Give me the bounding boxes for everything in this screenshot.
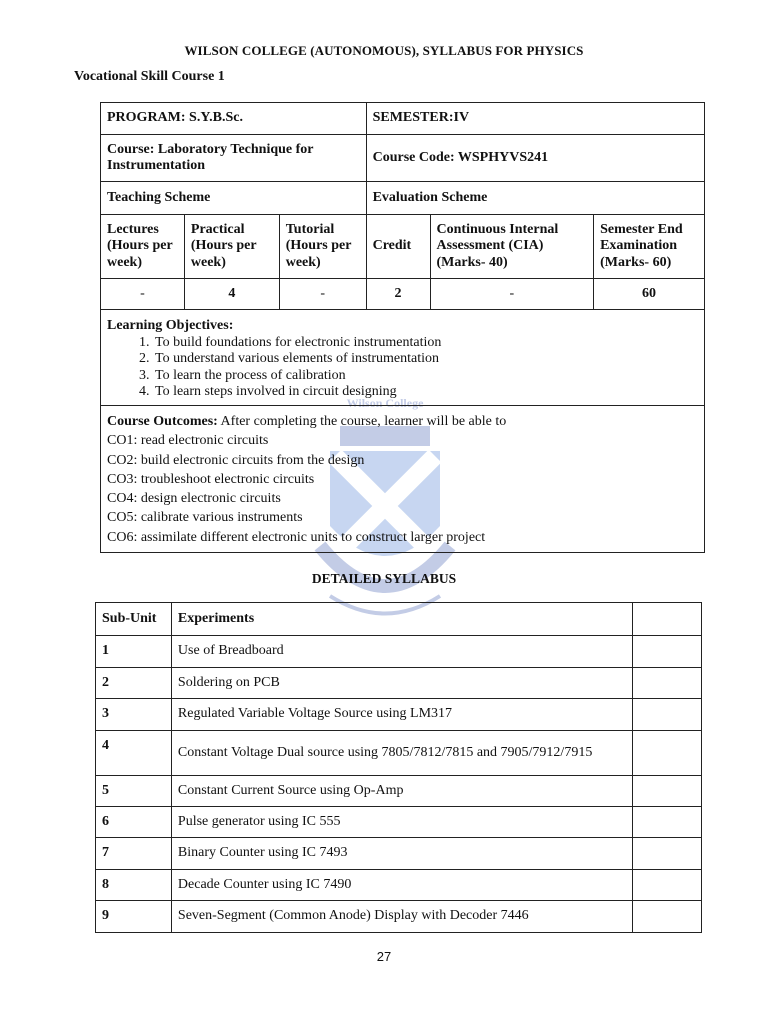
- cia-value: -: [430, 279, 594, 310]
- credit-header: Credit: [366, 215, 430, 279]
- course-outcomes-intro-line: [107, 412, 698, 431]
- watermark-text: Wilson College: [346, 396, 424, 410]
- experiment-cell: Regulated Variable Voltage Source using LM317: [171, 699, 632, 731]
- detailed-syllabus-heading: DETAILED SYLLABUS: [311, 571, 457, 586]
- subunit-cell: 1: [96, 636, 172, 668]
- subunit-cell: 4: [96, 731, 172, 776]
- subunit-header: Sub-Unit: [96, 603, 172, 636]
- subunit-cell: 7: [96, 838, 172, 870]
- learning-objectives-list: [107, 335, 698, 401]
- outcome-item: CO2: build electronic circuits from the design: [107, 452, 365, 468]
- objective-item: 3. To learn the process of calibration: [153, 368, 698, 385]
- course-title-cell: Course: Laboratory Technique for Instrumentation: [101, 135, 367, 182]
- experiment-cell: Soldering on PCB: [171, 668, 632, 699]
- subunit-cell: 9: [96, 901, 172, 933]
- cia-header: Continuous Internal Assessment (CIA) (Marks- 40): [430, 215, 594, 279]
- program-cell: PROGRAM: S.Y.B.Sc.: [101, 103, 367, 135]
- see-header: Semester End Examination (Marks- 60): [594, 215, 705, 279]
- subunit-cell: 5: [96, 776, 172, 807]
- page-header: WILSON COLLEGE (AUTONOMOUS), SYLLABUS FOR PHYSICS: [184, 43, 584, 58]
- outcome-item: CO6: assimilate different electronic units to construct larger project: [107, 529, 486, 545]
- subunit-cell: 2: [96, 668, 172, 699]
- outcome-item: CO1: read electronic circuits: [107, 433, 269, 449]
- syllabus-table: [95, 602, 702, 933]
- course-code-cell: Course Code: WSPHYVS241: [366, 135, 704, 182]
- experiment-cell: Constant Current Source using Op-Amp: [171, 776, 632, 807]
- outcome-item: CO4: design electronic circuits: [107, 491, 281, 507]
- empty-cell: [633, 901, 702, 933]
- empty-cell: [633, 870, 702, 901]
- empty-cell: [633, 838, 702, 870]
- empty-cell: [633, 699, 702, 731]
- experiment-cell: Seven-Segment (Common Anode) Display with Decoder 7446: [171, 901, 632, 933]
- objective-item: 2. To understand various elements of instrumentation: [153, 351, 698, 368]
- experiment-cell: Decade Counter using IC 7490: [171, 870, 632, 901]
- experiment-cell: Use of Breadboard: [171, 636, 632, 668]
- course-info-table: [100, 102, 705, 553]
- learning-objectives-heading: Learning Objectives:: [107, 318, 234, 333]
- tutorial-header: Tutorial (Hours per week): [279, 215, 366, 279]
- lectures-header: Lectures (Hours per week): [101, 215, 185, 279]
- tutorial-value: -: [279, 279, 366, 310]
- see-value: 60: [594, 279, 705, 310]
- lectures-value: -: [101, 279, 185, 310]
- course-outcomes-cell: [101, 406, 705, 553]
- subunit-cell: 6: [96, 807, 172, 838]
- teaching-scheme-cell: Teaching Scheme: [101, 182, 367, 215]
- course-outcomes-intro: After completing the course, learner will be able to: [217, 414, 507, 429]
- experiment-cell: Pulse generator using IC 555: [171, 807, 632, 838]
- subunit-cell: 8: [96, 870, 172, 901]
- empty-cell: [633, 636, 702, 668]
- practical-value: 4: [184, 279, 279, 310]
- outcome-item: CO5: calibrate various instruments: [107, 510, 303, 526]
- learning-objectives-cell: [101, 310, 705, 406]
- outcome-item: CO3: troubleshoot electronic circuits: [107, 471, 315, 487]
- empty-header-cell: [633, 603, 702, 636]
- experiment-cell: Constant Voltage Dual source using 7805/7812/7815 and 7905/7912/7915: [171, 731, 632, 776]
- semester-cell: SEMESTER:IV: [366, 103, 704, 135]
- practical-header: Practical (Hours per week): [184, 215, 279, 279]
- page-number: 27: [376, 949, 392, 964]
- empty-cell: [633, 807, 702, 838]
- objective-item: 4. To learn steps involved in circuit designing: [153, 384, 698, 401]
- empty-cell: [633, 668, 702, 699]
- course-outcomes-heading: Course Outcomes:: [107, 414, 218, 429]
- empty-cell: [633, 776, 702, 807]
- course-label: Vocational Skill Course 1: [74, 69, 225, 84]
- objective-item: 1. To build foundations for electronic instrumentation: [153, 335, 698, 352]
- subunit-cell: 3: [96, 699, 172, 731]
- experiment-cell: Binary Counter using IC 7493: [171, 838, 632, 870]
- credit-value: 2: [366, 279, 430, 310]
- empty-cell: [633, 731, 702, 776]
- experiments-header: Experiments: [171, 603, 632, 636]
- evaluation-scheme-cell: Evaluation Scheme: [366, 182, 704, 215]
